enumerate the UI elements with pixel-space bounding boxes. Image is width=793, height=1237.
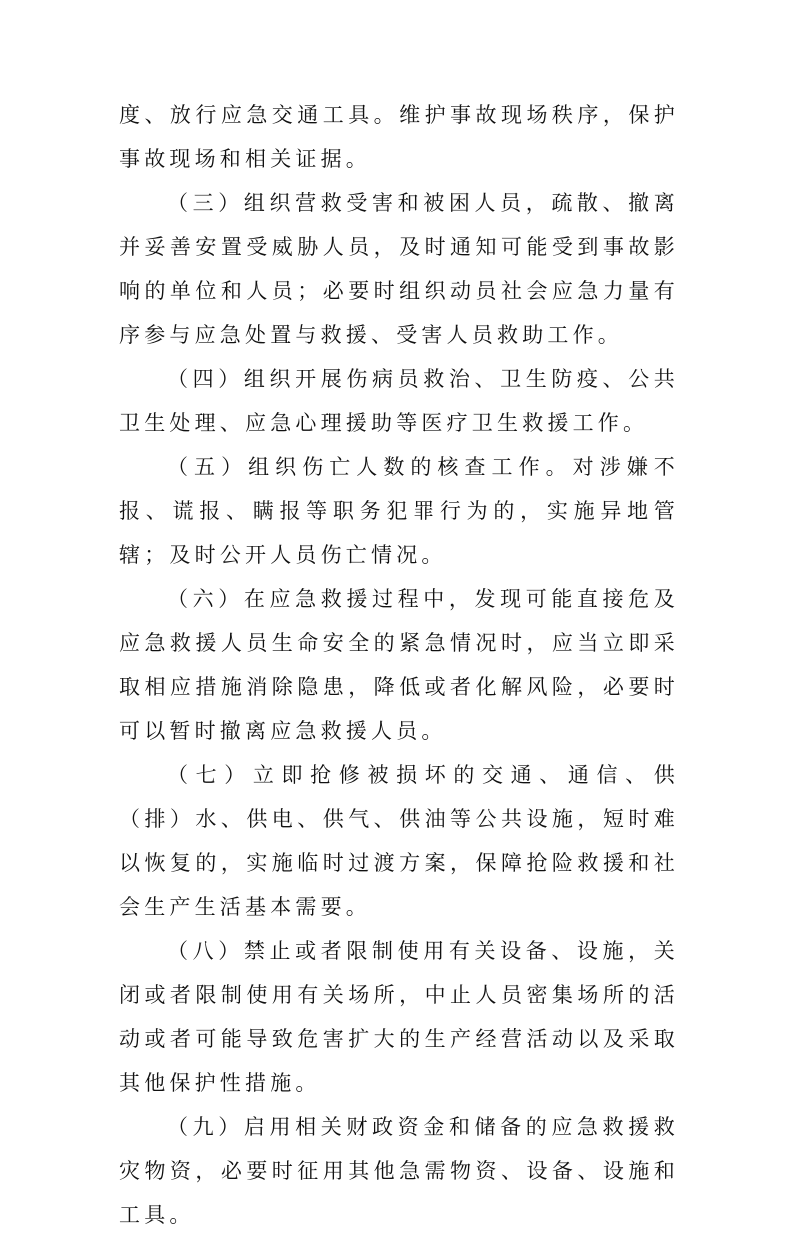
paragraph-item-8: （八）禁止或者限制使用有关设备、设施，关闭或者限制使用有关场所，中止人员密集场所的活动或者可能导致危害扩大的生产经营活动以及采取其他保护性措施。 — [119, 939, 679, 1095]
paragraph-item-7: （七）立即抢修被损坏的交通、通信、供（排）水、供电、供气、供油等公共设施，短时难以恢复的，实施临时过渡方案，保障抢险救援和社会生产生活基本需要。 — [119, 763, 679, 919]
paragraph-item-4: （四）组织开展伤病员救治、卫生防疫、公共卫生处理、应急心理援助等医疗卫生救援工作。 — [119, 367, 679, 435]
paragraph-item-6: （六）在应急救援过程中，发现可能直接危及应急救援人员生命安全的紧急情况时，应当立即采取相应措施消除隐患，降低或者化解风险，必要时可以暂时撤离应急救援人员。 — [119, 587, 679, 743]
paragraph-item-9: （九）启用相关财政资金和储备的应急救援救灾物资，必要时征用其他急需物资、设备、设施和工具。 — [119, 1115, 679, 1227]
document-body — [119, 93, 679, 1237]
paragraph-item-3: （三）组织营救受害和被困人员，疏散、撤离并妥善安置受威胁人员，及时通知可能受到事故影响的单位和人员；必要时组织动员社会应急力量有序参与应急处置与救援、受害人员救助工作。 — [119, 191, 679, 347]
paragraph-item-5: （五）组织伤亡人数的核查工作。对涉嫌不报、谎报、瞒报等职务犯罪行为的，实施异地管辖；及时公开人员伤亡情况。 — [119, 455, 679, 567]
paragraph-continuation: 度、放行应急交通工具。维护事故现场秩序，保护事故现场和相关证据。 — [119, 103, 679, 171]
